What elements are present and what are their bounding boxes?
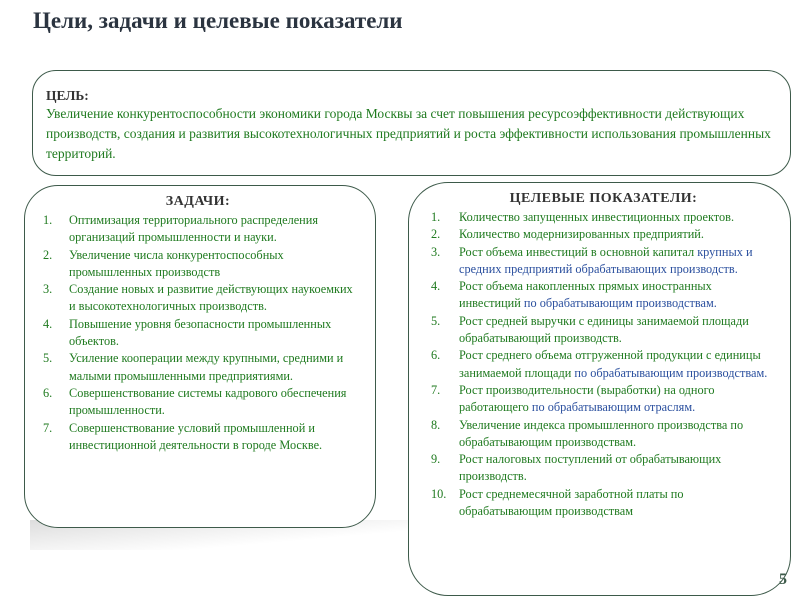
kpi-item <box>431 313 776 348</box>
item-text: Рост объема инвестиций в основной капитал <box>459 244 698 259</box>
item-text: Повышение уровня безопасности промышленных объектов. <box>69 316 332 349</box>
item-number: 10. <box>431 486 447 501</box>
kpi-item <box>431 451 776 486</box>
item-text-highlight: по обрабатывающим производствам. <box>574 365 768 380</box>
kpi-item <box>431 382 776 417</box>
kpi-heading: ЦЕЛЕВЫЕ ПОКАЗАТЕЛИ: <box>509 191 698 206</box>
item-text: Рост средней выручки с единицы занимаемой площади обрабатывающий производств. <box>459 313 749 346</box>
tasks-item <box>35 212 361 247</box>
item-number: 2. <box>43 247 53 262</box>
item-text: Совершенствование условий промышленной и инвестиционной деятельности в городе Москве. <box>69 420 323 452</box>
goal-box <box>32 70 791 176</box>
kpi-item <box>431 278 776 313</box>
tasks-item <box>35 385 361 420</box>
item-text: Рост среднего объема отгруженной продукции с единицы занимаемой площади <box>459 348 761 380</box>
goal-text: Увеличение конкурентоспособности экономики города Москвы за счет повышения ресурсоэффективности действующих производств, создания и развития высокотехнологичных предприятий и роста эффективности использования промышленных территорий. <box>46 106 771 161</box>
item-number: 6. <box>43 385 53 400</box>
item-text: Совершенствование системы кадрового обеспечения промышленности. <box>69 385 347 418</box>
tasks-item <box>35 350 361 385</box>
item-text: Оптимизация территориального распределения организаций промышленности и науки. <box>69 213 318 245</box>
item-text: Рост налоговых поступлений от обрабатывающих производств. <box>459 452 722 484</box>
item-number: 4. <box>43 316 53 331</box>
item-text: Количество запущенных инвестиционных проектов. <box>459 210 735 224</box>
tasks-item <box>35 281 361 316</box>
goal-heading: ЦЕЛЬ: <box>46 88 89 103</box>
item-text: Создание новых и развитие действующих наукоемких и высокотехнологичных производств. <box>69 282 353 314</box>
tasks-item <box>35 420 361 455</box>
tasks-heading: ЗАДАЧИ: <box>165 194 231 209</box>
kpi-box <box>408 182 791 596</box>
tasks-box <box>24 185 376 528</box>
item-text: Рост объема накопленных прямых иностранных инвестиций <box>459 279 712 311</box>
kpi-item <box>431 417 776 452</box>
item-number: 9. <box>431 452 441 467</box>
tasks-item <box>35 316 361 351</box>
item-text-highlight: по обрабатывающим отраслям. <box>531 400 696 415</box>
item-number: 5. <box>431 313 441 328</box>
item-text-highlight: по обрабатывающим производствам. <box>523 296 717 311</box>
item-text: Рост производительности (выработки) на одного работающего <box>459 382 715 415</box>
tasks-list <box>35 212 361 454</box>
kpi-item <box>431 486 776 521</box>
kpi-item <box>431 244 776 279</box>
slide-title: Цели, задачи и целевые показатели <box>33 8 403 33</box>
item-text: Увеличение индекса промышленного производства по обрабатывающим производствам. <box>459 417 744 449</box>
kpi-item <box>431 347 776 382</box>
item-number: 1. <box>43 213 53 227</box>
item-text-highlight: крупных и средних предприятий обрабатывающих производств. <box>459 244 753 276</box>
item-text: Увеличение числа конкурентоспособных промышленных производств <box>69 247 284 279</box>
item-number: 4. <box>431 279 441 294</box>
item-text: Усиление кооперации между крупными, средними и малыми промышленными предприятиями. <box>69 351 344 383</box>
item-number: 8. <box>431 417 441 432</box>
kpi-item <box>431 209 776 226</box>
item-number: 6. <box>431 348 441 363</box>
item-number: 2. <box>431 227 441 242</box>
item-number: 3. <box>43 282 53 297</box>
kpi-list <box>431 209 776 520</box>
tasks-item <box>35 247 361 282</box>
page-number: 5 <box>779 571 787 588</box>
item-number: 7. <box>43 420 53 435</box>
kpi-item <box>431 226 776 243</box>
item-number: 5. <box>43 351 53 366</box>
item-number: 1. <box>431 210 441 224</box>
item-text: Количество модернизированных предприятий. <box>459 227 704 242</box>
item-number: 7. <box>431 382 441 397</box>
item-number: 3. <box>431 244 441 259</box>
item-text: Рост среднемесячной заработной платы по обрабатывающим производствам <box>459 486 684 519</box>
